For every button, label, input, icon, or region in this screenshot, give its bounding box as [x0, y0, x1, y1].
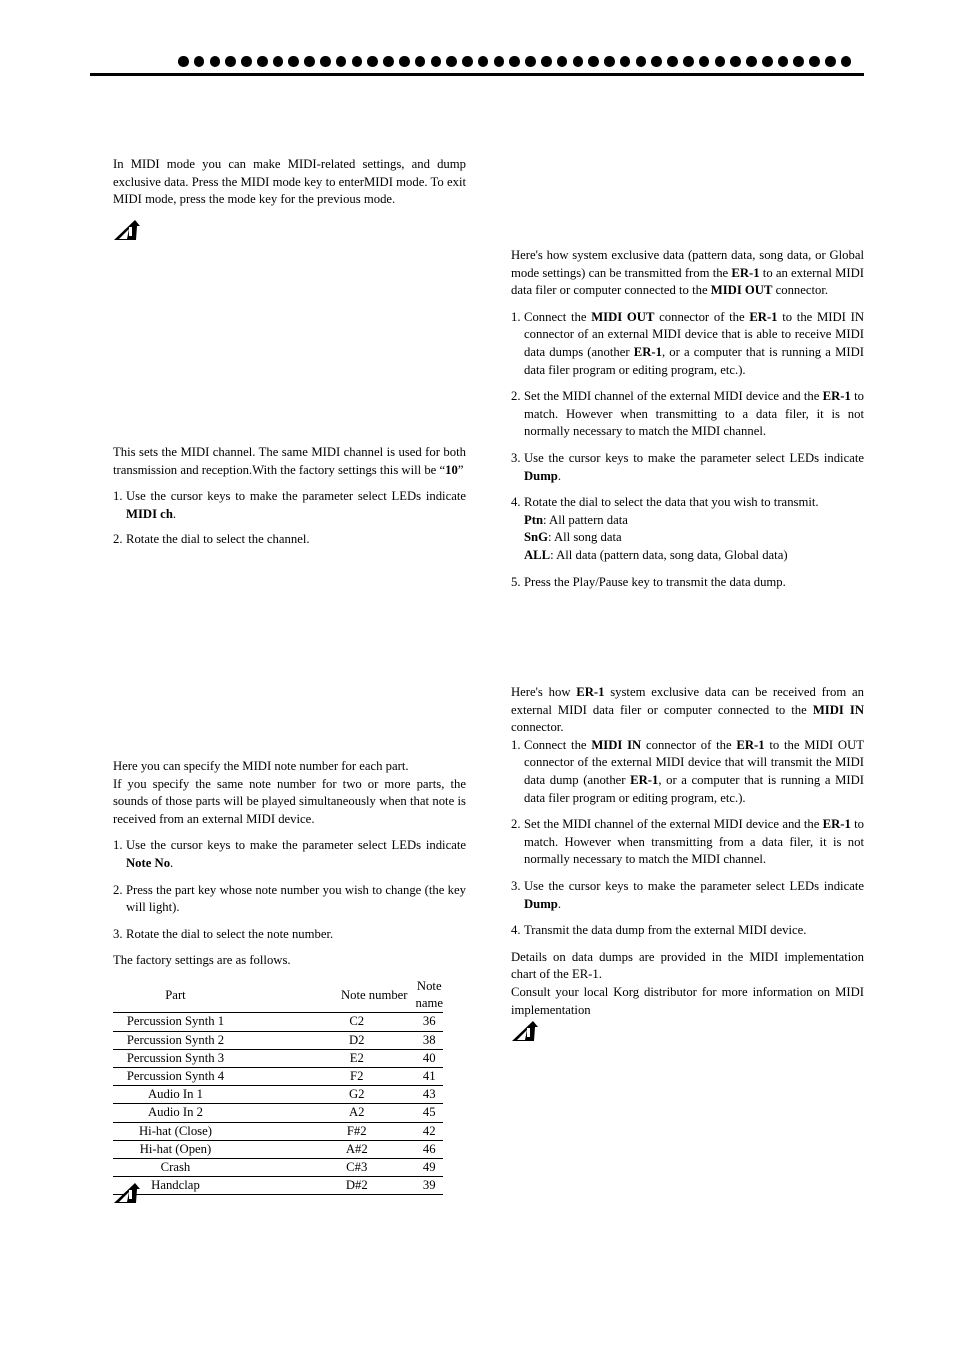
step-text: Rotate the dial to select the channel.: [126, 532, 310, 547]
receive-paragraph: [511, 684, 864, 737]
t-s1-b1: MIDI OUT: [591, 309, 655, 324]
cell-note-name: 41: [416, 1068, 443, 1086]
step-number: 2.: [113, 532, 123, 547]
warning-icon: [511, 1019, 539, 1043]
t-s2-c: to match. However when transmitting to a data filer, it is not normally necessary to match the MIDI channel.: [524, 389, 864, 439]
header-dot: [573, 56, 584, 67]
t-s3-c: .: [557, 468, 562, 483]
cell-part: Percussion Synth 2: [113, 1031, 238, 1049]
header-dot: [667, 56, 678, 67]
header-dot: [478, 56, 489, 67]
header-dot: [431, 56, 442, 67]
table-row: [113, 1159, 443, 1177]
header-dot: [352, 56, 363, 67]
header-dot: [778, 56, 789, 67]
t-s3-b: Dump: [524, 468, 558, 483]
midi-ch-paragraph: [113, 444, 466, 479]
r-p1-b1: ER-1: [576, 685, 605, 699]
transmit-step-3: [511, 450, 864, 485]
midi-ch-quote: ”: [457, 462, 464, 477]
r-p1-c: system exclusive data can be received from an external MIDI data filer or computer connected to the: [511, 685, 864, 717]
t-s2-a: Set the MIDI channel of the external MIDI device and the: [524, 389, 823, 404]
header-dot: [762, 56, 773, 67]
header-dot: [588, 56, 599, 67]
header-dot: [367, 56, 378, 67]
r-p1-b2: MIDI IN: [812, 702, 864, 717]
header-note-name: Note name: [416, 978, 443, 1013]
r-p1-a: Here's how: [511, 685, 577, 699]
cell-note-name: 43: [416, 1086, 443, 1104]
header-dot: [446, 56, 457, 67]
step-number: 1.: [511, 309, 521, 324]
table-row: [113, 1068, 443, 1086]
t-p1-b2: MIDI OUT: [710, 283, 773, 298]
midi-ch-section: [113, 444, 466, 549]
table-row: [113, 1140, 443, 1158]
header-dot: [241, 56, 252, 67]
step-text: [524, 388, 864, 441]
midi-ch-step-1: [113, 488, 466, 523]
cell-note-number: D2: [238, 1031, 416, 1049]
step-number: 2.: [113, 882, 123, 897]
step-text-bold: MIDI ch: [126, 506, 173, 521]
option-all-desc: : All data (pattern data, song data, Global data): [550, 547, 788, 562]
r-s3-b: Dump: [524, 896, 558, 911]
factory-settings-text: The factory settings are as follows.: [113, 953, 291, 968]
header-dot: [699, 56, 710, 67]
intro-paragraph: In MIDI mode you can make MIDI-related settings, and dump exclusive data. Press the MIDI mode key to enterMIDI mode. To exit MIDI mode, press the mode key for the previous mode.: [113, 157, 466, 207]
header-dot: [604, 56, 615, 67]
header-dot: [651, 56, 662, 67]
transmit-step-5: [511, 574, 864, 592]
t-s1-e: , or a computer that is running a MIDI data filer program or editing program, etc.).: [524, 344, 864, 377]
t-s1-b2: ER-1: [749, 309, 778, 324]
receive-section: [511, 684, 864, 1019]
step-text: [524, 494, 864, 564]
step-text: [524, 878, 864, 913]
cell-note-name: 39: [416, 1177, 443, 1195]
cell-part: Percussion Synth 4: [113, 1068, 238, 1086]
receive-step-2: [511, 816, 864, 869]
intro-section: [113, 156, 466, 209]
header-dot: [841, 56, 852, 67]
step-number: 1.: [113, 838, 123, 853]
note-no-step-1: [113, 837, 466, 872]
header-dot: [273, 56, 284, 67]
header-rule: [90, 73, 864, 76]
midi-ch-default: 10: [445, 462, 458, 477]
table-row: [113, 1122, 443, 1140]
receive-step-4: [511, 922, 864, 940]
header-dot: [730, 56, 741, 67]
step-text-a: Use the cursor keys to make the parameter select LEDs indicate: [126, 489, 466, 504]
header-dot: [715, 56, 726, 67]
cell-part: Hi-hat (Open): [113, 1140, 238, 1158]
step-text: [126, 837, 466, 872]
step-text: Rotate the dial to select the note number.: [126, 926, 334, 941]
cell-part: Handclap: [113, 1177, 238, 1195]
t-s1-b3: ER-1: [633, 344, 662, 359]
header-dot: [557, 56, 568, 67]
header-dot: [225, 56, 236, 67]
cell-note-number: A#2: [238, 1140, 416, 1158]
t-p1-b1: ER-1: [731, 265, 760, 280]
table-row: [113, 1013, 443, 1031]
note-no-paragraph-1: Here you can specify the MIDI note number for each part.: [113, 759, 409, 773]
table-row: [113, 1086, 443, 1104]
t-s3-a: Use the cursor keys to make the parameter select LEDs indicate: [524, 450, 864, 465]
transmit-paragraph: [511, 247, 864, 300]
t-s1-c: connector of the: [654, 309, 750, 324]
step-text-a: Use the cursor keys to make the parameter select LEDs indicate: [126, 838, 466, 853]
r-s2-b: ER-1: [822, 817, 851, 832]
table-header-row: [113, 978, 443, 1013]
cell-part: Percussion Synth 3: [113, 1049, 238, 1067]
midi-ch-text: This sets the MIDI channel. The same MIDI channel is used for both transmission and reception.With the factory settings this will be “: [113, 445, 466, 477]
step-number: 4.: [511, 495, 521, 510]
header-dot: [793, 56, 804, 67]
header-dot: [399, 56, 410, 67]
step-number: 5.: [511, 574, 521, 589]
r-p1-d: connector.: [511, 720, 564, 735]
step-number: 3.: [113, 926, 123, 941]
r-s2-a: Set the MIDI channel of the external MIDI device and the: [524, 817, 823, 832]
header-dot: [210, 56, 221, 67]
header-dot: [194, 56, 205, 67]
r-s3-c: .: [557, 896, 562, 911]
cell-note-number: D#2: [238, 1177, 416, 1195]
note-no-step-3: [113, 926, 466, 944]
header-dot: [825, 56, 836, 67]
midi-ch-step-2: [113, 531, 466, 549]
note-no-section: [113, 758, 466, 970]
cell-note-name: 46: [416, 1140, 443, 1158]
step-number: 3.: [511, 878, 521, 893]
cell-part: Hi-hat (Close): [113, 1122, 238, 1140]
cell-note-number: F2: [238, 1068, 416, 1086]
option-all: ALL: [524, 547, 551, 562]
t-p1-c: to an external MIDI data filer or computer connected to the: [511, 265, 864, 298]
header-dot: [683, 56, 694, 67]
step-text: [524, 309, 864, 379]
transmit-section: [511, 247, 864, 591]
r-s1-b3: ER-1: [630, 772, 659, 787]
t-s1-a: Connect the: [524, 309, 592, 324]
header-dot: [746, 56, 757, 67]
header-part: Part: [113, 978, 238, 1013]
header-dot: [494, 56, 505, 67]
r-s1-a: Connect the: [524, 737, 592, 752]
t-s4-text: Rotate the dial to select the data that you wish to transmit.: [524, 495, 819, 510]
receive-details-text: Details on data dumps are provided in the MIDI implementation chart of the ER-1.: [511, 949, 864, 982]
header-dot: [525, 56, 536, 67]
step-text-end: .: [172, 506, 177, 521]
r-s1-b2: ER-1: [736, 737, 765, 752]
warning-icon: [113, 1181, 141, 1205]
transmit-step-2: [511, 388, 864, 441]
note-no-paragraph-2: If you specify the same note number for two or more parts, the sounds of those parts will be played simultaneously when that note is received from an external MIDI device.: [113, 776, 466, 826]
table-row: [113, 1104, 443, 1122]
t-p1-d: connector.: [772, 283, 829, 298]
header-dots: [178, 56, 868, 67]
r-s2-c: to match. However when transmitting from a data filer, it is not normally necessary to match the MIDI channel.: [524, 817, 864, 867]
step-number: 1.: [511, 737, 521, 752]
cell-note-number: C2: [238, 1013, 416, 1031]
step-number: 4.: [511, 923, 521, 938]
cell-note-number: E2: [238, 1049, 416, 1067]
receive-step-3: [511, 878, 864, 913]
option-ptn: Ptn: [524, 512, 544, 527]
t-p1-a: Here's how system exclusive data (pattern data, song data, or Global mode settings) can be transmitted from the: [511, 248, 864, 280]
cell-note-name: 36: [416, 1013, 443, 1031]
note-number-table: [113, 978, 443, 1195]
header-dot: [257, 56, 268, 67]
r-s1-e: , or a computer that is running a MIDI data filer program or editing program, etc.).: [524, 772, 864, 805]
table-row: [113, 1177, 443, 1195]
option-ptn-desc: : All pattern data: [543, 512, 628, 527]
warning-icon: [113, 218, 141, 242]
cell-note-number: A2: [238, 1104, 416, 1122]
note-no-step-2: [113, 882, 466, 917]
header-dot: [415, 56, 426, 67]
step-text: Press the Play/Pause key to transmit the data dump.: [524, 574, 786, 589]
step-text: Transmit the data dump from the external MIDI device.: [524, 923, 807, 938]
table-row: [113, 1049, 443, 1067]
transmit-step-4: [511, 494, 864, 564]
cell-note-name: 45: [416, 1104, 443, 1122]
step-text-bold: Note No: [126, 855, 171, 870]
step-text: [524, 450, 864, 485]
step-text: Press the part key whose note number you wish to change (the key will light).: [126, 882, 466, 915]
header-dot: [304, 56, 315, 67]
header-dot: [336, 56, 347, 67]
step-text-end: .: [170, 855, 174, 870]
r-s1-b1: MIDI IN: [591, 737, 642, 752]
step-number: 1.: [113, 489, 123, 504]
step-number: 2.: [511, 389, 521, 404]
r-s3-a: Use the cursor keys to make the parameter select LEDs indicate: [524, 878, 864, 893]
table-row: [113, 1031, 443, 1049]
header-dot: [178, 56, 189, 67]
cell-part: Percussion Synth 1: [113, 1013, 238, 1031]
step-number: 3.: [511, 450, 521, 465]
header-note-number: Note number: [238, 978, 416, 1013]
cell-note-name: 49: [416, 1159, 443, 1177]
step-text: [126, 488, 466, 523]
cell-note-name: 38: [416, 1031, 443, 1049]
cell-part: Crash: [113, 1159, 238, 1177]
header-dot: [809, 56, 820, 67]
header-dot: [509, 56, 520, 67]
r-s1-d: to the MIDI OUT connector of the external MIDI device that will transmit the MIDI data dump (another: [524, 737, 864, 787]
header-dot: [541, 56, 552, 67]
r-s1-c: connector of the: [641, 737, 737, 752]
cell-note-name: 42: [416, 1122, 443, 1140]
header-dot: [383, 56, 394, 67]
receive-consult-text: Consult your local Korg distributor for more information on MIDI implementation: [511, 984, 864, 1017]
header-dot: [288, 56, 299, 67]
cell-note-name: 40: [416, 1049, 443, 1067]
header-dot: [462, 56, 473, 67]
header-dot: [636, 56, 647, 67]
step-text: [524, 816, 864, 869]
option-sng-desc: : All song data: [547, 530, 622, 545]
step-number: 2.: [511, 817, 521, 832]
t-s2-b: ER-1: [822, 389, 851, 404]
cell-note-number: C#3: [238, 1159, 416, 1177]
t-s1-d: to the MIDI IN connector of an external MIDI device that is able to receive MIDI data dumps (another: [524, 309, 864, 359]
transmit-step-1: [511, 309, 864, 379]
cell-note-number: G2: [238, 1086, 416, 1104]
cell-part: Audio In 2: [113, 1104, 238, 1122]
header-dot: [620, 56, 631, 67]
step-text: [524, 737, 864, 807]
cell-part: Audio In 1: [113, 1086, 238, 1104]
cell-note-number: F#2: [238, 1122, 416, 1140]
header-dot: [320, 56, 331, 67]
receive-step-1: [511, 737, 864, 807]
option-sng: SnG: [524, 530, 548, 545]
